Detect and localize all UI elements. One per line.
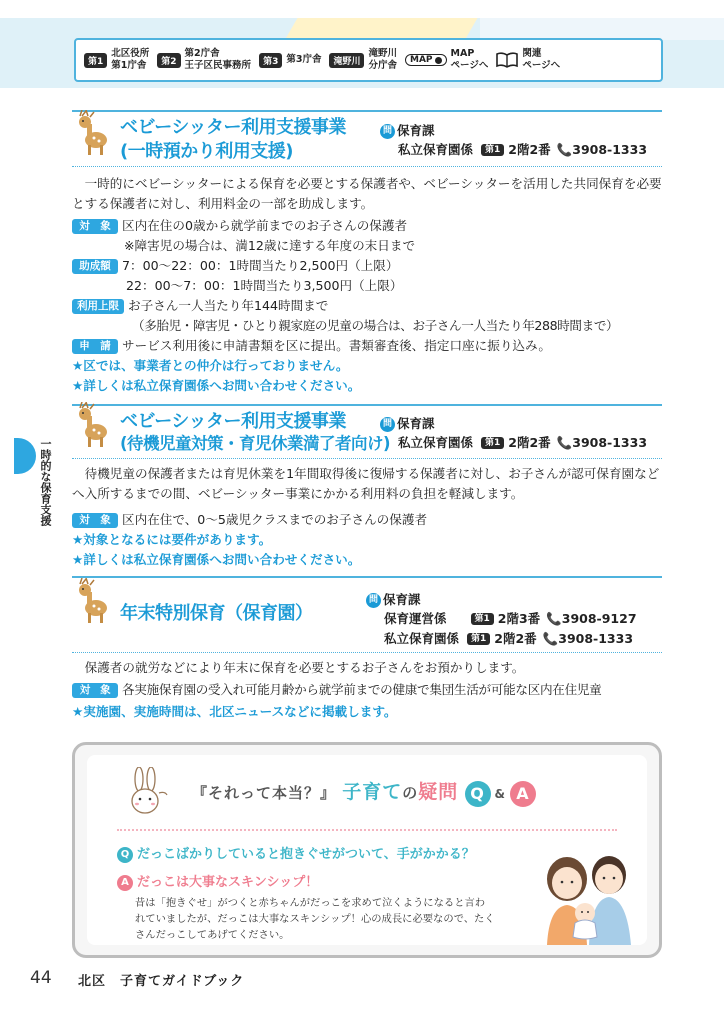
qa-divider	[117, 829, 617, 831]
section1-row-apply: 申 請 サービス利用後に申請書類を区に提出。書類審査後、指定口座に振り込み。	[72, 336, 551, 356]
phone-number: 📞3908-1333	[556, 435, 648, 450]
office3-badge: 第3	[259, 53, 282, 68]
target-tag: 対 象	[72, 219, 118, 234]
legend-item-office2	[157, 48, 251, 72]
side-label: 一時的な保育支援	[39, 438, 52, 526]
related-label: 関連 ページへ	[522, 48, 561, 71]
section2-note1: ★対象となるには要件があります。	[72, 532, 272, 547]
section1-row-limit-note: （多胎児・障害児・ひとり親家庭の児童の場合は、お子さん一人当たり年288時間まで）	[132, 318, 619, 333]
a-icon: A	[510, 781, 536, 807]
qa-answer-detail: 昔は「抱きぐせ」がつくと赤ちゃんがだっこを求めて泣くようになると言われていましたが、だっこは大事なスキンシップ！心の成長に必要なので、たくさんだっこしてあげてください。	[135, 897, 495, 941]
section1-row-note: ※障害児の場合は、満12歳に達する年度の末日まで	[124, 238, 416, 253]
section3-title: 年末特別保育（保育園）	[120, 603, 313, 624]
side-tab	[14, 438, 36, 474]
map-label: MAP ページへ	[450, 48, 489, 71]
section1-row-subsidy: 助成額 7：00～22：00：1時間当たり2,500円（上限）	[72, 256, 398, 276]
a-icon: A	[117, 875, 133, 891]
legend-item-related	[496, 48, 560, 72]
deer-icon	[74, 110, 110, 156]
family-illustration	[539, 851, 647, 945]
page-number: 44	[30, 968, 52, 988]
section2-note2: ★詳しくは私立保育園係へお問い合わせください。	[72, 552, 361, 567]
section1-title-line1: ベビーシッター利用支援事業	[120, 117, 347, 138]
footer-title: 北区 子育てガイドブック	[78, 974, 245, 989]
legend-item-map	[405, 48, 488, 72]
section1-row-subsidy-night: 22：00～7：00：1時間当たり3,500円（上限）	[126, 278, 403, 293]
section-babysitter-temporary	[72, 110, 662, 400]
target-tag: 対 象	[72, 513, 118, 528]
rabbit-icon	[123, 767, 169, 821]
target-tag: 対 象	[72, 683, 118, 698]
section1-title-line2: (一時預かり利用支援)	[120, 141, 293, 162]
inquiry-icon: 問	[366, 593, 381, 608]
section-year-end-childcare	[72, 574, 662, 734]
office2-label: 第2庁舎 王子区民事務所	[184, 48, 252, 71]
apply-tag: 申 請	[72, 339, 118, 354]
office2-badge: 第2	[157, 53, 180, 68]
section1-row-limit: 利用上限 お子さん一人当たり年144時間まで	[72, 296, 328, 316]
qa-title: 『それって本当？』 子育ての疑問 Q & A	[192, 777, 536, 807]
inquiry-icon: 問	[380, 124, 395, 139]
office3-label: 第3庁舎	[286, 54, 322, 65]
office1-label: 北区役所 第1庁舎	[111, 48, 150, 71]
section1-note2: ★詳しくは私立保育園係へお問い合わせください。	[72, 378, 361, 393]
q-icon: Q	[117, 847, 133, 863]
office-legend	[74, 38, 663, 82]
section1-intro: 一時的にベビーシッターによる保育を必要とする保護者や、ベビーシッターを活用した共同保育を必要とする保護者に対し、利用料金の一部を助成します。	[72, 176, 662, 211]
book-icon	[496, 52, 518, 68]
inquiry-icon: 問	[380, 417, 395, 432]
section3-row-target: 対 象 各実施保育園の受入れ可能月齢から就学前までの健康で集団生活が可能な区内在住児童	[72, 680, 601, 700]
deer-icon	[74, 402, 110, 448]
office1-badge: 第1	[84, 53, 107, 68]
q-icon: Q	[465, 781, 491, 807]
legend-item-office1	[84, 48, 149, 72]
qa-inner	[87, 755, 647, 945]
section2-intro: 待機児童の保護者または育児休業を1年間取得後に復帰する保護者に対し、お子さんが認可保育園などへ入所するまでの間、ベビーシッター事業にかかる利用料の負担を軽減します。	[72, 466, 660, 501]
map-icon: MAP	[405, 54, 447, 66]
section3-intro: 保護者の就労などにより年末に保育を必要とするお子さんをお預かりします。	[84, 660, 525, 675]
qa-answer: A だっこは大事なスキンシップ！	[117, 871, 318, 891]
section2-title-line1: ベビーシッター利用支援事業	[120, 411, 347, 432]
legend-item-takinogawa	[329, 48, 397, 72]
section2-row-target: 対 象 区内在住で、0～5歳児クラスまでのお子さんの保護者	[72, 510, 427, 530]
deer-icon	[74, 578, 110, 624]
section3-note1: ★実施園、実施時間は、北区ニュースなどに掲載します。	[72, 704, 397, 719]
section1-row-target: 対 象 区内在住の0歳から就学前までのお子さんの保護者	[72, 216, 407, 236]
qa-box	[72, 742, 662, 958]
subsidy-tag: 助成額	[72, 259, 118, 274]
section3-contact: 問 保育課 保育運営係 第1 2階3番 📞3908-9127 私立保育園係 第1 2階2番 📞3908-1333	[366, 590, 637, 649]
takinogawa-label: 滝野川 分庁舎	[368, 48, 397, 71]
section-babysitter-waiting	[72, 400, 662, 580]
limit-tag: 利用上限	[72, 299, 124, 314]
section1-contact: 問 保育課 私立保育園係 第1 2階2番 📞3908-1333	[380, 121, 647, 160]
section2-contact: 問 保育課 私立保育園係 第1 2階2番 📞3908-1333	[380, 414, 647, 453]
section2-title-line2: (待機児童対策・育児休業満了者向け)	[120, 434, 391, 453]
qa-question: Q だっこばかりしていると抱きぐせがついて、手がかかる？	[117, 843, 475, 863]
phone-number: 📞3908-1333	[542, 631, 634, 646]
phone-number: 📞3908-1333	[556, 142, 648, 157]
phone-number: 📞3908-9127	[546, 611, 637, 626]
takinogawa-badge: 滝野川	[329, 53, 364, 68]
legend-item-office3	[259, 53, 321, 68]
section1-note1: ★区では、事業者との仲介は行っておりません。	[72, 358, 349, 373]
